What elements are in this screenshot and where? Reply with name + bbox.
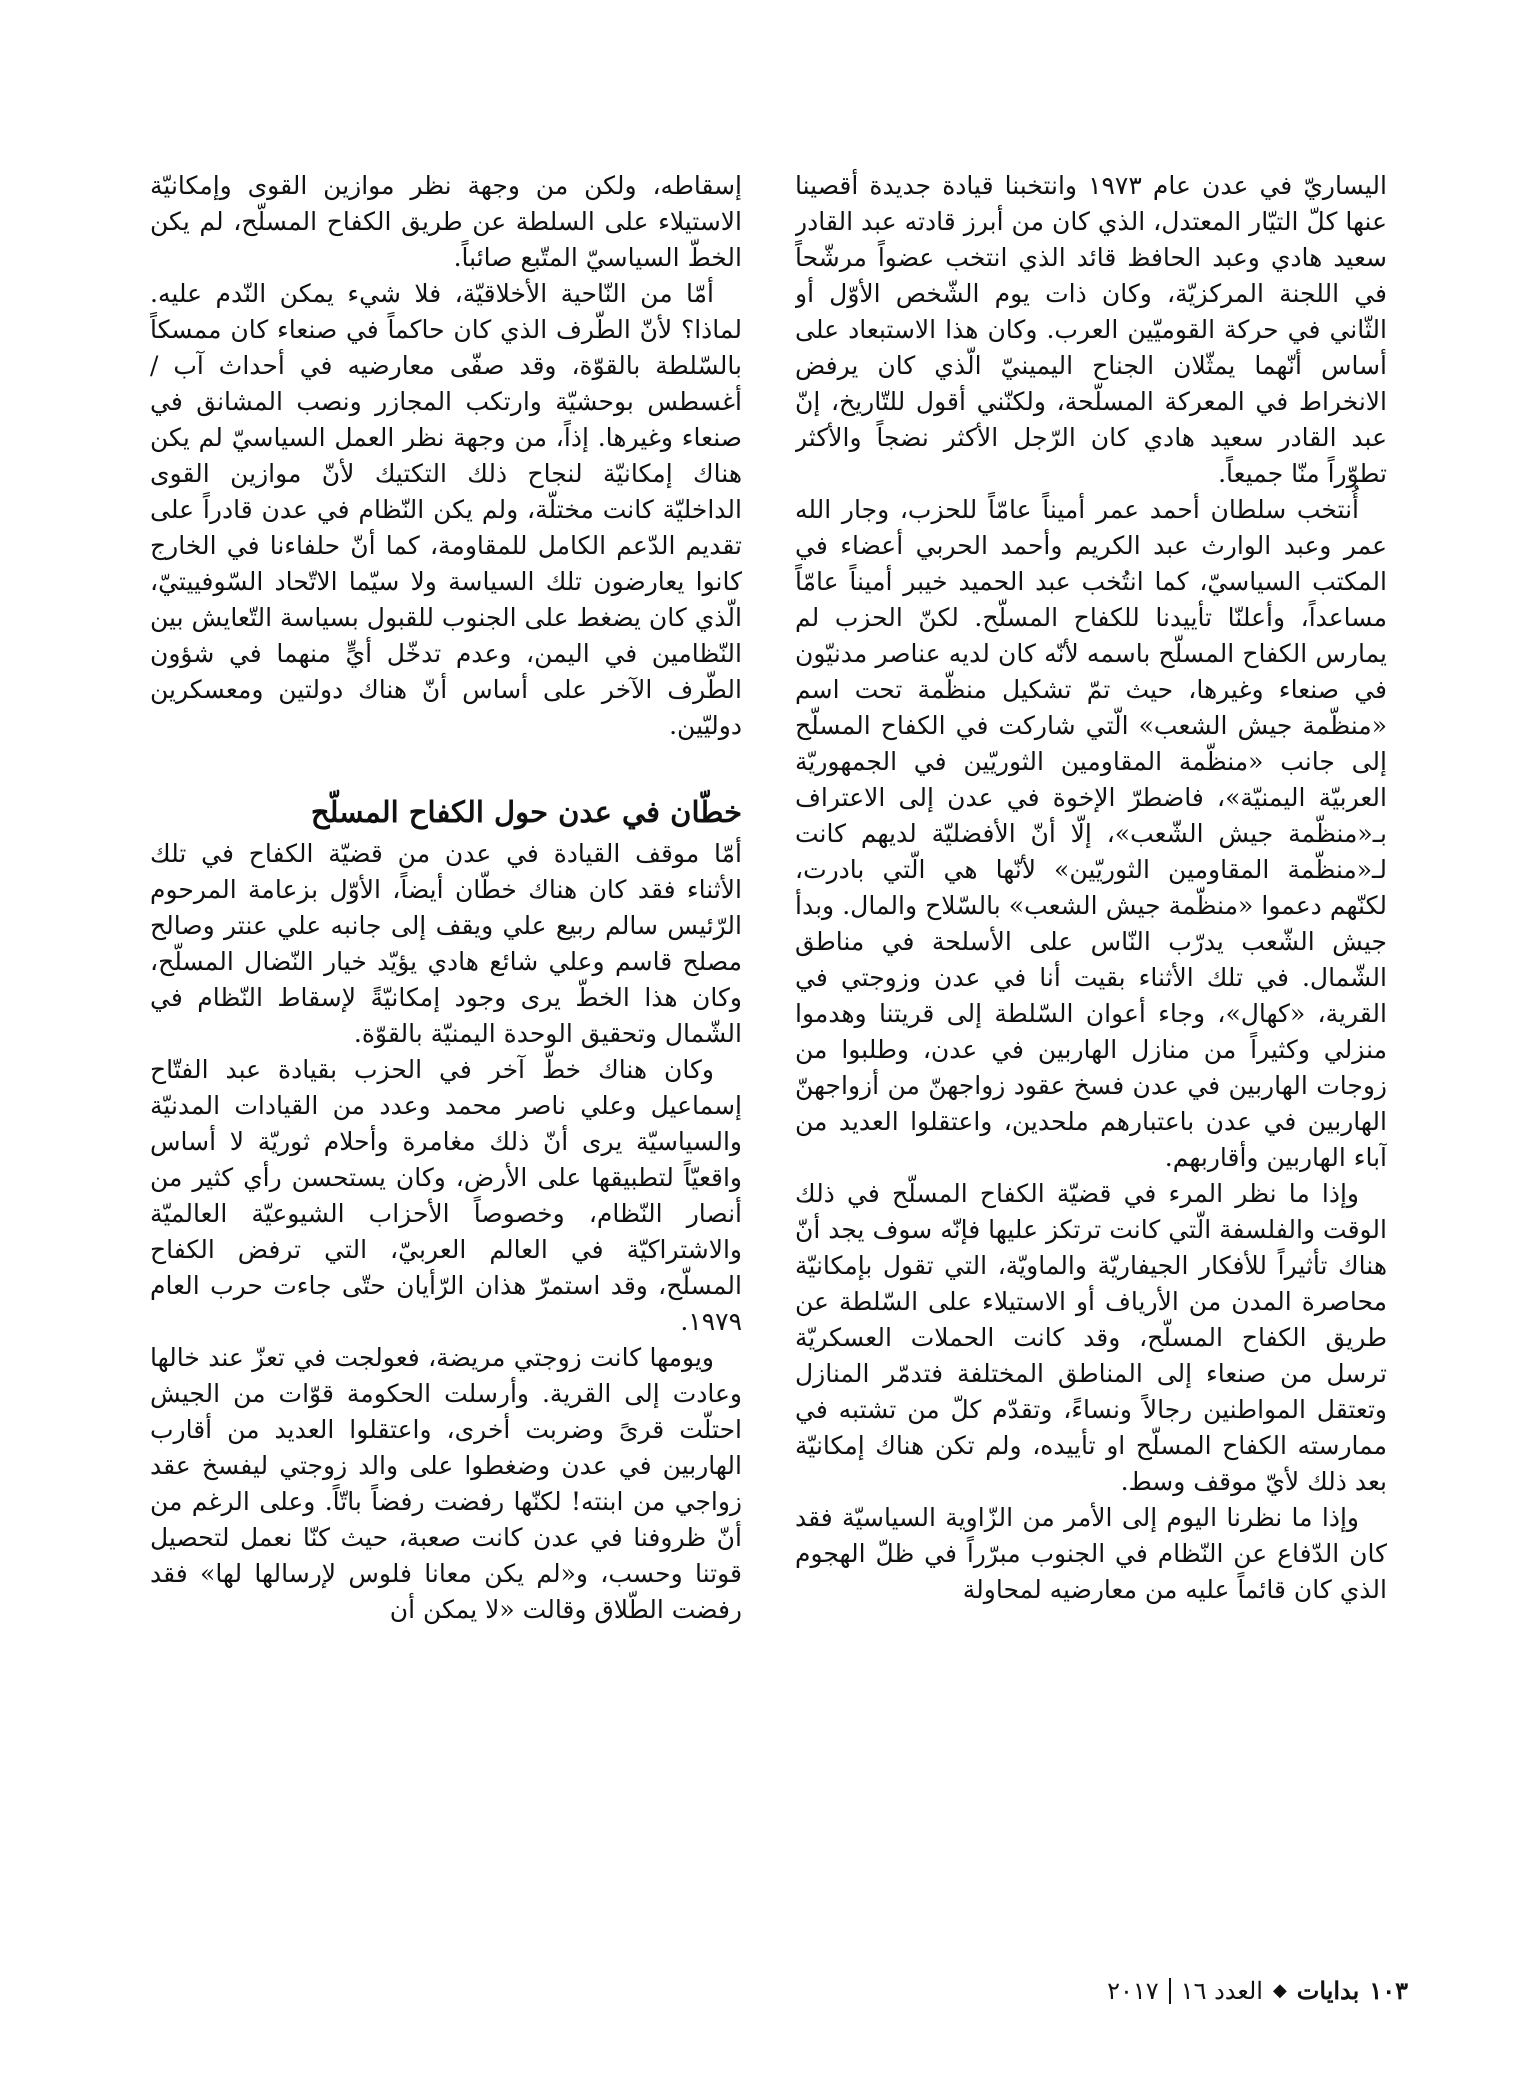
diamond-icon: ◆ [1272, 1980, 1287, 2001]
issue-year: ٢٠١٧ [1107, 1977, 1159, 2005]
paragraph: إسقاطه، ولكن من وجهة نظر موازين القوى وإمكانيّة الاستيلاء على السلطة عن طريق الكفاح المسلّح، لم يكن الخطّ السياسيّ المتّبع صائباً. [150, 171, 742, 272]
paragraph: وإذا ما نظر المرء في قضيّة الكفاح المسلّح في ذلك الوقت والفلسفة الّتي كانت ترتكز عليها فإنّه سوف يجد أنّ هناك تأثيراً للأفكار الجيفاريّة والماويّة، التي تقول بإمكانيّة محاصرة المدن من الأرياف أو الاستيلاء على السّلطة عن طريق الكفاح المسلّح، وقد كانت الحملات العسكريّة ترسل من صنعاء إلى المناطق المختلفة فتدمّر المنازل وتعتقل المواطنين رجالاً ونساءً، وتقدّم كلّ من تشتبه في ممارسته الكفاح المسلّح او تأييده، ولم تكن هناك إمكانيّة بعد ذلك لأيّ موقف وسط. [795, 1179, 1387, 1496]
page-footer [1107, 1975, 1408, 2007]
text-column-left [150, 168, 742, 1943]
paragraph: أمّا موقف القيادة في عدن من قضيّة الكفاح في تلك الأثناء فقد كان هناك خطّان أيضاً، الأوّل بزعامة المرحوم الرّئيس سالم ربيع علي ويقف إلى جانبه علي عنتر وصالح مصلح قاسم وعلي شائع هادي يؤيّد خيار النّضال المسلّح، وكان هذا الخطّ يرى وجود إمكانيّةً لإسقاط النّظام في الشّمال وتحقيق الوحدة اليمنيّة بالقوّة. [150, 839, 742, 1048]
paragraph: أمّا من النّاحية الأخلاقيّة، فلا شيء يمكن النّدم عليه. لماذا؟ لأنّ الطّرف الذي كان حاكماً في صنعاء كان ممسكاً بالسّلطة بالقوّة، وقد صفّى معارضيه في أحداث آب / أغسطس بوحشيّة وارتكب المجازر ونصب المشانق في صنعاء وغيرها. إذاً، من وجهة نظر العمل السياسيّ لم يكن هناك إمكانيّة لنجاح ذلك التكتيك لأنّ موازين القوى الداخليّة كانت مختلّة، ولم يكن النّظام في عدن قادراً على تقديم الدّعم الكامل للمقاومة، كما أنّ حلفاءنا في الخارج كانوا يعارضون تلك السياسة ولا سيّما الاتّحاد السّوفييتيّ، الّذي كان يضغط على الجنوب للقبول بسياسة التّعايش بين النّظامين في اليمن، وعدم تدخّل أيٍّ منهما في شؤون الطّرف الآخر على أساس أنّ هناك دولتين ومعسكرين دوليّين. [150, 279, 742, 740]
page-number: ١٠٣ [1369, 1976, 1408, 2005]
magazine-title: بدايات [1296, 1976, 1360, 2005]
text-column-right [795, 168, 1387, 1943]
paragraph: ويومها كانت زوجتي مريضة، فعولجت في تعزّ عند خالها وعادت إلى القرية. وأرسلت الحكومة قوّات من الجيش احتلّت قرىً وضربت أخرى، واعتقلوا العديد من أقارب الهاربين في عدن وضغطوا على والد زوجتي ليفسخ عقد زواجي من ابنته! لكنّها رفضت رفضاً باتّاً. وعلى الرغم من أنّ ظروفنا في عدن كانت صعبة، حيث كنّا نعمل لتحصيل قوتنا وحسب، و«لم يكن معانا فلوس لإرسالها لها» فقد رفضت الطّلاق وقالت «لا يمكن أن [150, 1343, 742, 1624]
paragraph: وإذا ما نظرنا اليوم إلى الأمر من الزّاوية السياسيّة فقد كان الدّفاع عن النّظام في الجنوب مبرّراً في ظلّ الهجوم الذي كان قائماً عليه من معارضيه لمحاولة [795, 1503, 1387, 1604]
section-heading: خطّان في عدن حول الكفاح المسلّح [310, 795, 742, 829]
footer-divider [1169, 1978, 1171, 2004]
paragraph: أُنتخب سلطان أحمد عمر أميناً عامّاً للحزب، وجار الله عمر وعبد الوارث عبد الكريم وأحمد الحربي أعضاء في المكتب السياسيّ، كما انتُخب عبد الحميد خيبر أميناً عامّاً مساعداً، وأعلنّا تأييدنا للكفاح المسلّح. لكنّ الحزب لم يمارس الكفاح المسلّح باسمه لأنّه كان لديه عناصر مدنيّون في صنعاء وغيرها، حيث تمّ تشكيل منظّمة تحت اسم «منظّمة جيش الشعب» الّتي شاركت في الكفاح المسلّح إلى جانب «منظّمة المقاومين الثوريّين في الجمهوريّة العربيّة اليمنيّة»، فاضطرّ الإخوة في عدن إلى الاعتراف بـ«منظّمة جيش الشّعب»، إلّا أنّ الأفضليّة لديهم كانت لـ«منظّمة المقاومين الثوريّين» لأنّها هي الّتي بادرت، لكنّهم دعموا «منظّمة جيش الشعب» بالسّلاح والمال. وبدأ جيش الشّعب يدرّب النّاس على الأسلحة في مناطق الشّمال. في تلك الأثناء بقيت أنا في عدن وزوجتي في القرية، «كهال»، وجاء أعوان السّلطة إلى قريتنا وهدموا منزلي وكثيراً من منازل الهاربين في عدن، وطلبوا من زوجات الهاربين في عدن فسخ عقود زواجهنّ من أزواجهنّ الهاربين في عدن باعتبارهم ملحدين، واعتقلوا العديد من آباء الهاربين وأقاربهم. [795, 495, 1387, 1172]
paragraph: وكان هناك خطّ آخر في الحزب بقيادة عبد الفتّاح إسماعيل وعلي ناصر محمد وعدد من القيادات المدنيّة والسياسيّة يرى أنّ ذلك مغامرة وأحلام ثوريّة لا أساس واقعيّاً لتطبيقها على الأرض، وكان يستحسن رأي كثير من أنصار النّظام، وخصوصاً الأحزاب الشيوعيّة العالميّة والاشتراكيّة في العالم العربيّ، التي ترفض الكفاح المسلّح، وقد استمرّ هذان الرّأيان حتّى جاءت حرب العام ١٩٧٩. [150, 1055, 742, 1336]
paragraph: اليساريّ في عدن عام ١٩٧٣ وانتخبنا قيادة جديدة أقصينا عنها كلّ التيّار المعتدل، الذي كان من أبرز قادته عبد القادر سعيد هادي وعبد الحافظ قائد الذي انتخب عضواً مرشّحاً في اللجنة المركزيّة، وكان ذات يوم الشّخص الأوّل أو الثّاني في حركة القوميّين العرب. وكان هذا الاستبعاد على أساس أنّهما يمثّلان الجناح اليمينيّ الّذي كان يرفض الانخراط في المعركة المسلّحة، ولكنّني أقول للتّاريخ، إنّ عبد القادر سعيد هادي كان الرّجل الأكثر نضجاً والأكثر تطوّراً منّا جميعاً. [795, 171, 1387, 488]
issue-number: العدد ١٦ [1180, 1977, 1263, 2005]
